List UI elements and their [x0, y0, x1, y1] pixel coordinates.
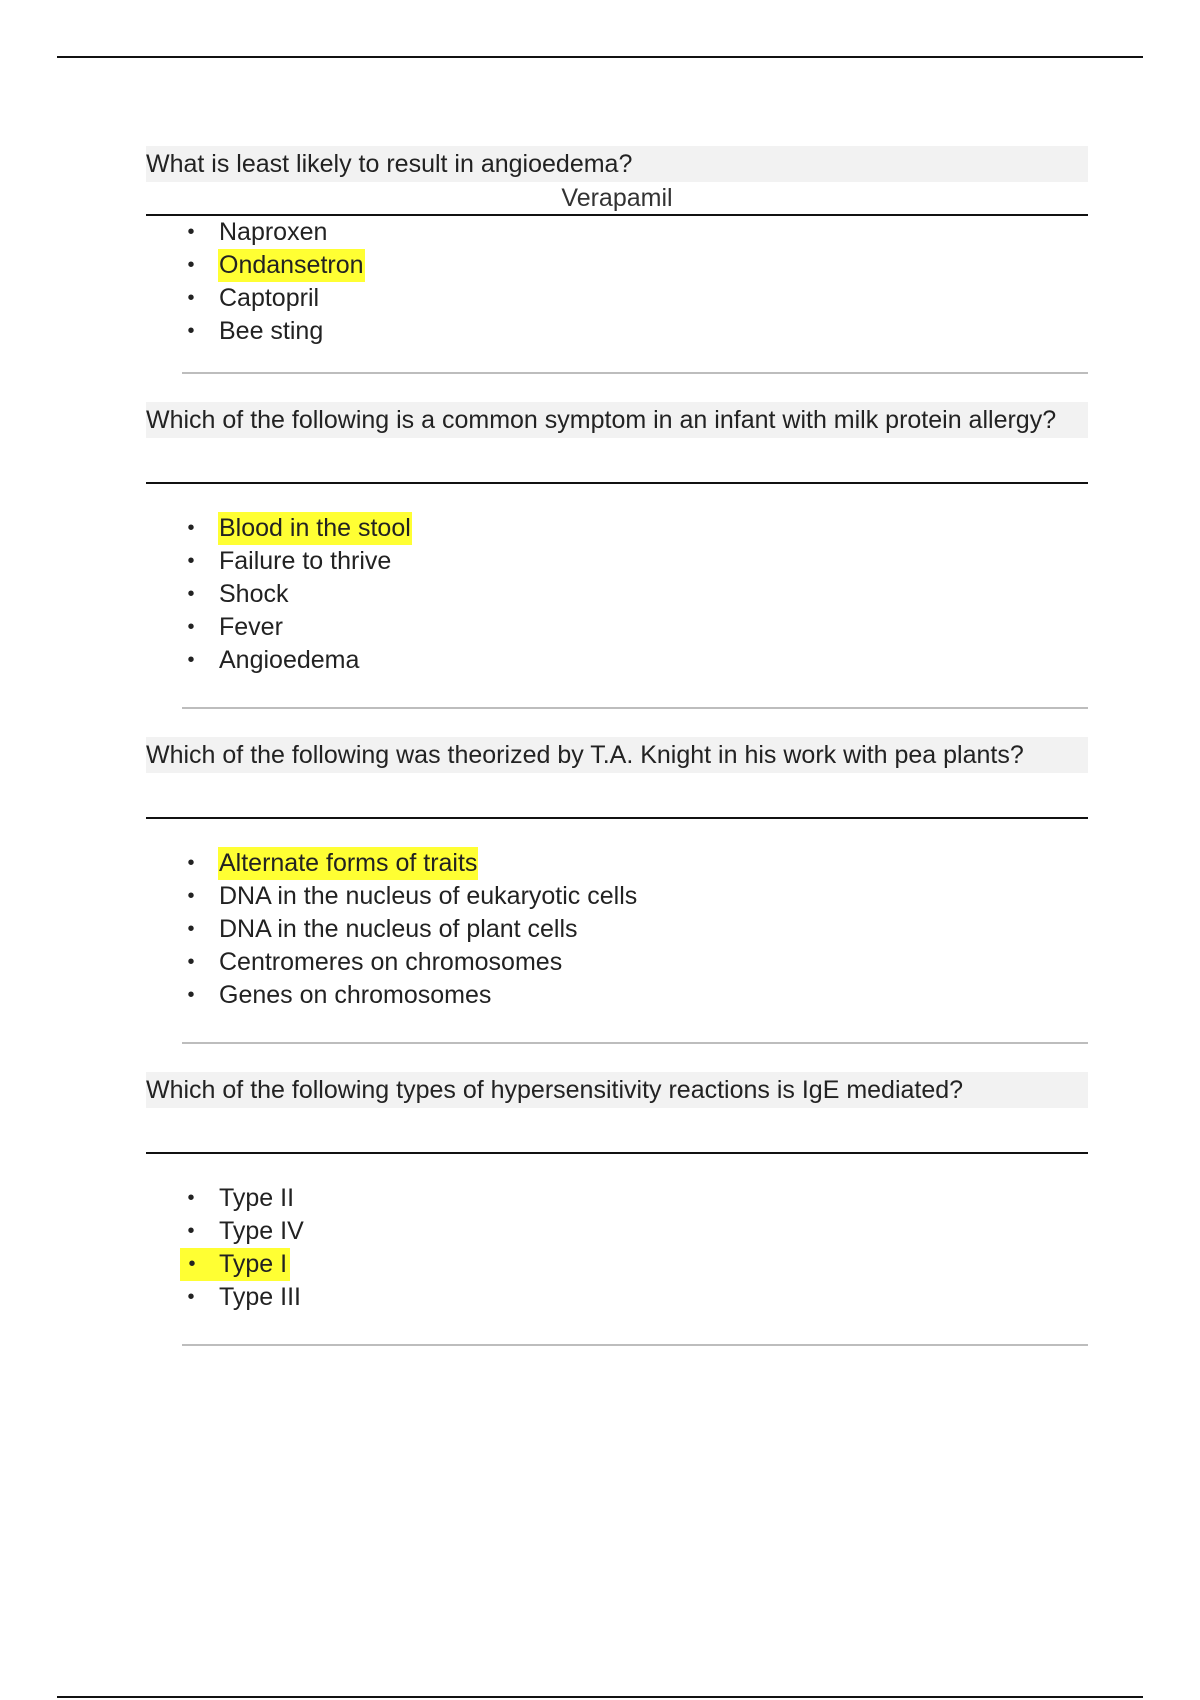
option-label: Centromeres on chromosomes — [219, 948, 563, 976]
option-item — [146, 249, 1088, 282]
option-item — [146, 644, 1088, 677]
bullet-icon: • — [187, 984, 195, 1006]
option-item — [146, 1248, 1088, 1281]
option-label: Bee sting — [219, 317, 324, 345]
option-item — [146, 512, 1088, 545]
question-text: What is least likely to result in angioedema? — [146, 146, 1088, 182]
option-item — [146, 1182, 1088, 1215]
option-item — [146, 578, 1088, 611]
option-label: Naproxen — [219, 218, 328, 246]
bullet-icon: • — [187, 1220, 195, 1242]
option-item — [146, 282, 1088, 315]
bullet-icon: • — [187, 583, 195, 605]
bullet-icon: • — [187, 885, 195, 907]
options-list — [146, 512, 1088, 677]
bullet-icon: • — [187, 852, 195, 874]
bullet-icon: • — [187, 221, 195, 243]
option-item — [146, 847, 1088, 880]
question-text: Which of the following types of hypersensitivity reactions is IgE mediated? — [146, 1072, 1088, 1108]
option-label: Type II — [219, 1184, 295, 1212]
question-text: Which of the following is a common symptom in an infant with milk protein allergy? — [146, 402, 1088, 438]
bullet-icon: • — [187, 918, 195, 940]
answer-text — [146, 773, 1088, 817]
option-item — [146, 545, 1088, 578]
option-label: Fever — [219, 613, 283, 641]
option-label: Genes on chromosomes — [219, 981, 492, 1009]
option-label: Captopril — [219, 284, 320, 312]
option-item — [146, 315, 1088, 348]
option-label-highlighted: Alternate forms of traits — [218, 847, 478, 880]
bullet-icon: • — [187, 517, 195, 539]
page-bottom-rule — [57, 1696, 1143, 1698]
question-block — [146, 146, 1088, 376]
options-list — [146, 1182, 1088, 1314]
option-label: Type III — [219, 1283, 301, 1311]
option-item — [146, 979, 1088, 1012]
option-item — [146, 946, 1088, 979]
bullet-icon: • — [187, 1286, 195, 1308]
option-label: DNA in the nucleus of eukaryotic cells — [219, 882, 638, 910]
bullet-icon: • — [187, 1187, 195, 1209]
option-item — [146, 611, 1088, 644]
bullet-icon: • — [187, 951, 195, 973]
answer-text — [146, 438, 1088, 482]
question-block — [146, 1072, 1088, 1314]
option-item — [146, 913, 1088, 946]
option-label: DNA in the nucleus of plant cells — [219, 915, 578, 943]
answer-text: Verapamil — [561, 184, 673, 212]
option-item — [146, 1215, 1088, 1248]
option-label: Type IV — [219, 1217, 304, 1245]
page-top-rule — [57, 56, 1143, 58]
question-separator — [182, 1344, 1088, 1346]
option-label-highlighted: Ondansetron — [218, 249, 365, 282]
bullet-icon: • — [187, 616, 195, 638]
question-block — [146, 737, 1088, 1012]
document-body — [146, 146, 1088, 1346]
option-label-highlighted: Blood in the stool — [218, 512, 412, 545]
bullet-icon: • — [180, 1248, 204, 1281]
option-item — [146, 1281, 1088, 1314]
option-item — [146, 880, 1088, 913]
bullet-icon: • — [187, 550, 195, 572]
question-text: Which of the following was theorized by T.A. Knight in his work with pea plants? — [146, 737, 1088, 773]
bullet-icon: • — [187, 254, 195, 276]
option-label: Angioedema — [219, 646, 360, 674]
options-list — [146, 216, 1088, 348]
option-label-highlighted: Type I — [219, 1250, 288, 1278]
option-label: Shock — [219, 580, 289, 608]
answer-text — [146, 1108, 1088, 1152]
bullet-icon: • — [187, 287, 195, 309]
question-block — [146, 402, 1088, 677]
option-label: Failure to thrive — [219, 547, 392, 575]
bullet-icon: • — [187, 649, 195, 671]
bullet-icon: • — [187, 320, 195, 342]
option-item — [146, 216, 1088, 249]
options-list — [146, 847, 1088, 1012]
